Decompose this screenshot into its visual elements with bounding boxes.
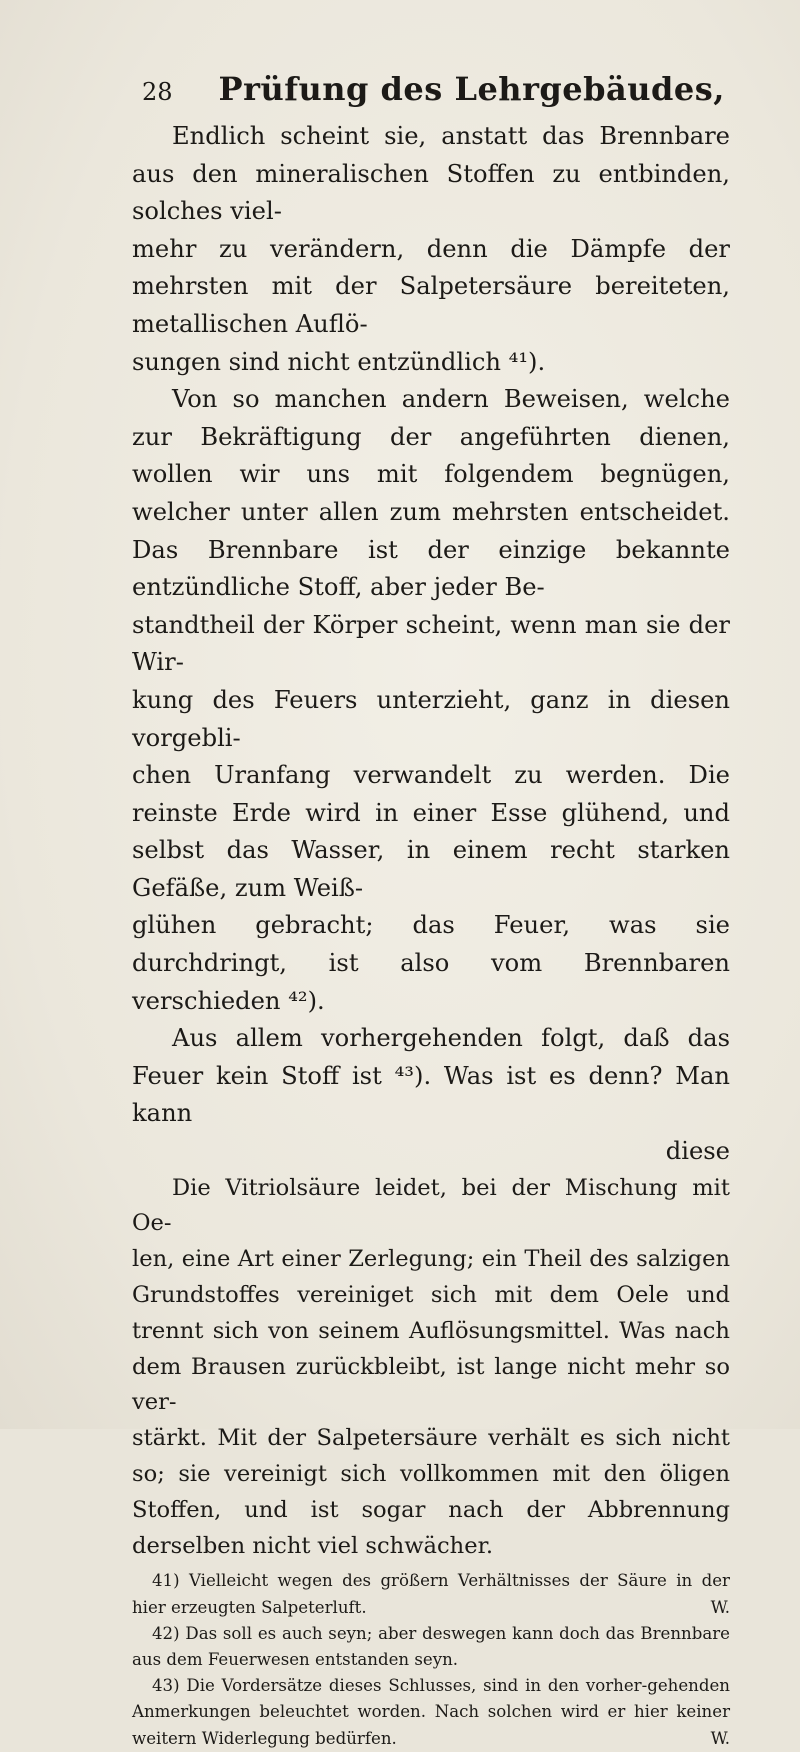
- paragraph: Von so manchen andern Beweisen, welche zur Bekräftigung der angeführten dienen, wollen wir uns mit folgendem begnügen, welcher unter allen zum mehrsten entscheidet. Das Brennbare ist der einzige bekannte entzündliche Stoff, aber jeder Be-: [132, 385, 730, 602]
- catchword: diese: [665, 1137, 730, 1166]
- second-text-block: [132, 1171, 730, 1565]
- paragraph-line: Die Vitriolsäure leidet, bei der Mischung mit Oe-: [132, 1174, 730, 1237]
- page-header: [142, 70, 730, 108]
- footnote-text: 43) Die Vordersätze dieses Schlusses, sind in den vorher-gehenden Anmerkungen beleuchtet worden. Nach solchen wird er hier keiner weitern Widerlegung bedürfen.: [132, 1676, 730, 1748]
- paragraph: Aus allem vorhergehenden folgt, daß das Feuer kein Stoff ist ⁴³). Was ist es denn? Man kann: [132, 1024, 730, 1128]
- paragraph: stärkt. Mit der Salpetersäure verhält es sich nicht so; sie vereinigt sich vollkommen mit den öligen Stoffen, und ist sogar nach der Abbrennung derselben nicht viel schwächer.: [132, 1425, 730, 1559]
- paragraph-line: mehr zu verändern, denn die Dämpfe der mehrsten mit der Salpetersäure bereiteten, metallischen Auflö-: [132, 234, 730, 338]
- footnote-41: [132, 1568, 730, 1620]
- running-head: Prüfung des Lehrgebäudes,: [218, 70, 725, 108]
- footnote-text: 42) Das soll es auch seyn; aber deswegen kann doch das Brennbare aus dem Feuerwesen entstanden seyn.: [132, 1623, 730, 1669]
- footnotes: [132, 1568, 730, 1751]
- footnote-43: [132, 1673, 730, 1752]
- footnote-42: [132, 1621, 730, 1673]
- paragraph-line: kung des Feuers unterzieht, ganz in diesen vorgebli-: [132, 685, 730, 752]
- paragraph-line: standtheil der Körper scheint, wenn man sie der Wir-: [132, 610, 730, 677]
- footnote-text: 41) Vielleicht wegen des größern Verhältnisses der Säure in der hier erzeugten Salpeterluft.: [132, 1571, 730, 1617]
- paragraph-line: glühen gebracht; das Feuer, was sie durchdringt, ist also vom Brennbaren verschieden ⁴²).: [132, 911, 730, 1015]
- paragraph: chen Uranfang verwandelt zu werden. Die reinste Erde wird in einer Esse glühend, und selbst das Wasser, in einem recht starken Gefäße, zum Weiß-: [132, 761, 730, 902]
- paragraph-line: Endlich scheint sie, anstatt das Brennbare aus den mineralischen Stoffen zu entbinden, solches viel-: [132, 122, 730, 226]
- footnote-signature: W.: [710, 1728, 730, 1748]
- main-text-block: [132, 118, 730, 1171]
- paragraph: len, eine Art einer Zerlegung; ein Theil des salzigen Grundstoffes vereiniget sich mit dem Oele und trennt sich von seinem Auflösungsmittel. Was nach dem Brausen zurückbleibt, ist lange nicht mehr so ver-: [132, 1246, 730, 1416]
- footnote-signature: W.: [710, 1597, 730, 1617]
- page-number: 28: [142, 78, 173, 106]
- paragraph-line: sungen sind nicht entzündlich ⁴¹).: [132, 347, 546, 376]
